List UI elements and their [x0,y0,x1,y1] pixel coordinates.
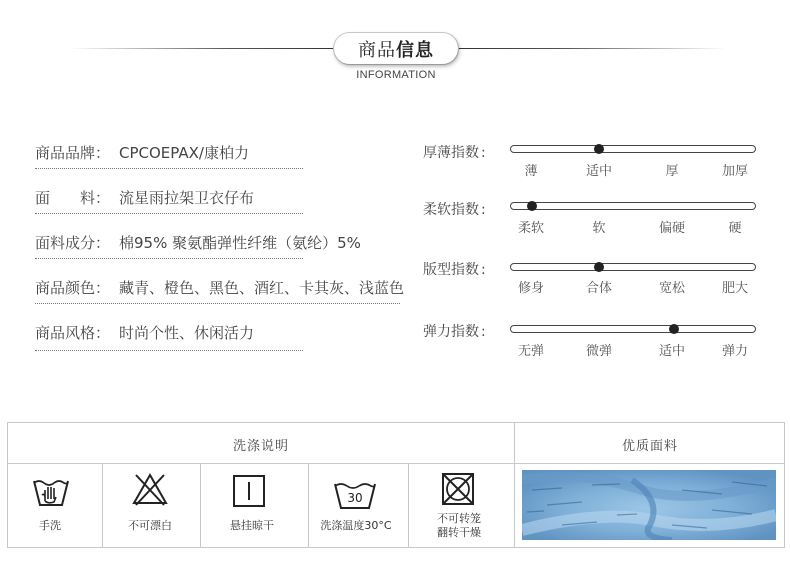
care-label: 不可漂白 [128,519,172,532]
scale-tick: 硬 [728,221,742,236]
header-divider-left [70,48,338,49]
wash-temp-value: 30 [347,491,363,505]
care-header: 洗涤说明 [232,439,289,454]
scale-tick: 弹力 [721,344,749,359]
no-bleach-icon [131,471,169,507]
scale-tick: 宽松 [658,281,686,296]
care-label: 手洗 [39,519,61,532]
attr-divider [35,213,303,214]
scale-tick: 无弹 [517,344,545,359]
scale-thickness-marker [594,144,604,154]
scale-tick: 肥大 [721,281,749,296]
fabric-photo [522,470,776,540]
care-label: 悬挂晾干 [230,519,274,532]
scale-tick: 合体 [585,281,613,296]
scale-fit-track [510,263,756,271]
scale-tick: 厚 [665,164,679,179]
fabric-header: 优质面料 [621,439,678,454]
section-subtitle: INFORMATION [356,69,436,81]
scale-tick: 柔软 [517,221,545,236]
scale-fit-marker [594,262,604,272]
no-tumble-dry-icon [441,472,475,506]
care-label: 不可转笼 翻转干燥 [437,512,481,539]
scale-tick: 软 [592,221,606,236]
scale-softness-label: 柔软指数 : [423,202,486,218]
attr-divider [35,350,303,351]
attr-brand: 商品品牌： CPCOEPAX/康柏力 [35,144,249,162]
scale-tick: 薄 [524,164,538,179]
attr-divider [35,303,400,304]
scale-tick: 加厚 [721,164,749,179]
header-divider-right [456,48,726,49]
scale-tick: 偏硬 [658,221,686,236]
scale-elasticity-label: 弹力指数 : [423,324,486,340]
attr-fabric: 面 料： 流星雨拉架卫衣仔布 [35,189,255,207]
wash-30-icon [333,478,377,512]
scale-elasticity-track [510,325,756,333]
scale-tick: 适中 [658,344,686,359]
care-label: 洗涤温度30°C [320,519,392,532]
section-title: 商品信息 [358,40,434,61]
scale-tick: 适中 [585,164,613,179]
attr-colors: 商品颜色： 藏青、橙色、黑色、酒红、卡其灰、浅蓝色 [35,279,405,297]
scale-elasticity-marker [669,324,679,334]
scale-thickness-track [510,145,756,153]
scale-softness-marker [527,201,537,211]
attr-divider [35,258,303,259]
attr-composition: 面料成分： 棉95% 聚氨酯弹性纤维（氨纶）5% [35,234,361,252]
scale-fit-label: 版型指数 : [423,262,486,278]
hang-dry-icon [232,474,266,508]
hand-wash-icon [32,475,70,509]
scale-tick: 修身 [517,281,545,296]
scale-thickness-label: 厚薄指数 : [423,145,486,161]
scale-softness-track [510,202,756,210]
attr-style: 商品风格： 时尚个性、休闲活力 [35,324,255,342]
scale-tick: 微弹 [585,344,613,359]
attr-divider [35,168,303,169]
